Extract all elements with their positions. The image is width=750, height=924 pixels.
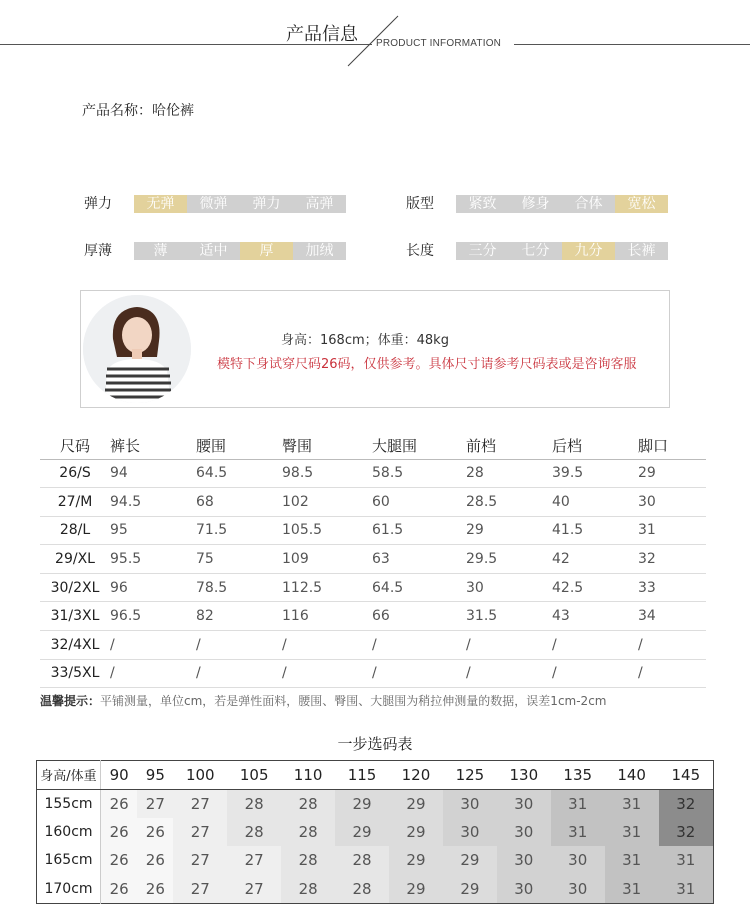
- column-header: 脚口: [638, 432, 706, 459]
- attr-option: 微弹: [187, 195, 240, 213]
- attr-label: 弹力: [84, 196, 112, 212]
- measure-cell: 96: [110, 573, 196, 602]
- attr-option: 厚: [240, 242, 293, 260]
- tip-text: 平铺测量，单位cm，若是弹性面料，腰围、臀围、大腿围为稍拉伸测量的数据，误差1cm-2cm: [100, 694, 607, 708]
- size-table-row: [40, 488, 706, 517]
- size-cell: 31: [659, 846, 714, 875]
- size-table-header: [40, 432, 706, 459]
- size-label-cell: 33/5XL: [40, 659, 110, 688]
- weight-header: 140: [605, 761, 659, 790]
- size-label-cell: 32/4XL: [40, 631, 110, 660]
- measure-cell: 43: [552, 602, 638, 631]
- size-table-row: [40, 602, 706, 631]
- size-cell: 30: [497, 789, 551, 818]
- size-cell: 29: [335, 789, 389, 818]
- measure-cell: 98.5: [282, 459, 372, 488]
- size-cell: 29: [389, 789, 443, 818]
- measure-cell: 95.5: [110, 545, 196, 574]
- attr-option: 修身: [509, 195, 562, 213]
- measure-cell: 29: [638, 459, 706, 488]
- measure-cell: 105.5: [282, 516, 372, 545]
- measure-cell: 66: [372, 602, 466, 631]
- measure-cell: 33: [638, 573, 706, 602]
- measure-cell: 28.5: [466, 488, 552, 517]
- size-label-cell: 30/2XL: [40, 573, 110, 602]
- measure-cell: 68: [196, 488, 282, 517]
- measure-cell: 78.5: [196, 573, 282, 602]
- measure-cell: 64.5: [372, 573, 466, 602]
- size-cell: 28: [335, 846, 389, 875]
- size-cell: 27: [137, 789, 173, 818]
- size-cell: 26: [137, 846, 173, 875]
- measure-cell: /: [638, 659, 706, 688]
- measure-cell: 30: [466, 573, 552, 602]
- column-header: 前档: [466, 432, 552, 459]
- weight-header: 100: [173, 761, 227, 790]
- height-header: 165cm: [37, 846, 101, 875]
- measure-cell: /: [466, 631, 552, 660]
- header-rule-right: [514, 44, 750, 45]
- product-name-value: 哈伦裤: [152, 103, 194, 119]
- measure-cell: 109: [282, 545, 372, 574]
- attr-label: 厚薄: [84, 243, 112, 259]
- weight-header: 135: [551, 761, 605, 790]
- measure-cell: /: [110, 659, 196, 688]
- size-cell: 27: [173, 875, 227, 904]
- size-cell: 28: [281, 846, 335, 875]
- height-header: 170cm: [37, 875, 101, 904]
- section-title: 产品信息: [286, 24, 358, 45]
- measure-cell: 63: [372, 545, 466, 574]
- measure-cell: 60: [372, 488, 466, 517]
- pick-table-row: [37, 818, 714, 847]
- measure-cell: 112.5: [282, 573, 372, 602]
- header-slash: [0, 0, 750, 70]
- measure-cell: /: [372, 631, 466, 660]
- size-table-row: [40, 516, 706, 545]
- measure-cell: 39.5: [552, 459, 638, 488]
- weight-header: 110: [281, 761, 335, 790]
- size-cell: 30: [551, 875, 605, 904]
- measure-tip: [40, 692, 606, 709]
- measure-cell: 32: [638, 545, 706, 574]
- size-cell: 26: [101, 789, 138, 818]
- size-cell: 31: [605, 846, 659, 875]
- size-cell: 28: [281, 875, 335, 904]
- size-table-row: [40, 573, 706, 602]
- attr-option: 弹力: [240, 195, 293, 213]
- weight-header: 95: [137, 761, 173, 790]
- measure-cell: 82: [196, 602, 282, 631]
- size-cell: 27: [227, 846, 281, 875]
- size-cell: 26: [101, 846, 138, 875]
- column-header: 臀围: [282, 432, 372, 459]
- weight-header: 115: [335, 761, 389, 790]
- size-cell: 30: [497, 875, 551, 904]
- column-header: 后档: [552, 432, 638, 459]
- measure-cell: 94: [110, 459, 196, 488]
- size-picker-table: [36, 760, 714, 904]
- measure-cell: 42: [552, 545, 638, 574]
- size-label-cell: 28/L: [40, 516, 110, 545]
- size-cell: 29: [389, 875, 443, 904]
- model-stats: 身高：168cm；体重：48kg: [281, 333, 449, 348]
- attr-option: 适中: [187, 242, 240, 260]
- measure-cell: 30: [638, 488, 706, 517]
- weight-header: 90: [101, 761, 138, 790]
- column-header: 腰围: [196, 432, 282, 459]
- attr-options: [134, 242, 346, 260]
- corner-cell: 身高/体重: [37, 761, 101, 790]
- model-avatar: [83, 295, 191, 403]
- size-cell: 30: [443, 818, 497, 847]
- size-cell: 31: [551, 789, 605, 818]
- measure-cell: /: [638, 631, 706, 660]
- size-table-row: [40, 659, 706, 688]
- attr-option: 九分: [562, 242, 615, 260]
- size-table: [40, 432, 706, 688]
- attr-options: [134, 195, 346, 213]
- size-cell: 31: [605, 789, 659, 818]
- size-cell: 29: [443, 875, 497, 904]
- size-cell: 28: [281, 818, 335, 847]
- size-cell: 27: [173, 789, 227, 818]
- weight-header: 120: [389, 761, 443, 790]
- size-cell: 29: [443, 846, 497, 875]
- model-photo-illustration: [83, 295, 191, 403]
- size-cell: 31: [605, 818, 659, 847]
- measure-cell: /: [282, 659, 372, 688]
- model-note: 模特下身试穿尺码26码，仅供参考。具体尺寸请参考尺码表或是咨询客服: [217, 357, 637, 372]
- weight-header: 105: [227, 761, 281, 790]
- column-header: 裤长: [110, 432, 196, 459]
- column-header: 尺码: [40, 432, 110, 459]
- measure-cell: 34: [638, 602, 706, 631]
- attr-option: 七分: [509, 242, 562, 260]
- attr-label: 长度: [406, 243, 434, 259]
- attr-option: 无弹: [134, 195, 187, 213]
- size-cell: 26: [137, 875, 173, 904]
- column-header: 大腿围: [372, 432, 466, 459]
- measure-cell: 102: [282, 488, 372, 517]
- measure-cell: /: [372, 659, 466, 688]
- size-cell: 28: [335, 875, 389, 904]
- size-cell: 29: [389, 818, 443, 847]
- pick-table-title: 一步选码表: [337, 735, 413, 753]
- attr-options: [456, 195, 668, 213]
- size-cell: 30: [497, 846, 551, 875]
- size-cell: 27: [173, 818, 227, 847]
- size-cell: 27: [227, 875, 281, 904]
- measure-cell: 96.5: [110, 602, 196, 631]
- measure-cell: 75: [196, 545, 282, 574]
- product-name: [82, 100, 194, 120]
- size-cell: 30: [443, 789, 497, 818]
- size-cell: 27: [173, 846, 227, 875]
- size-cell: 31: [551, 818, 605, 847]
- attr-thickness: [84, 241, 354, 261]
- measure-cell: 29: [466, 516, 552, 545]
- measure-cell: 31: [638, 516, 706, 545]
- measure-cell: /: [282, 631, 372, 660]
- measure-cell: /: [466, 659, 552, 688]
- measure-cell: 94.5: [110, 488, 196, 517]
- measure-cell: /: [196, 659, 282, 688]
- attr-elasticity: [84, 194, 354, 214]
- attr-option: 宽松: [615, 195, 668, 213]
- measure-cell: /: [110, 631, 196, 660]
- pick-table-row: [37, 846, 714, 875]
- attr-option: 高弹: [293, 195, 346, 213]
- section-header: [0, 0, 750, 70]
- weight-header: 130: [497, 761, 551, 790]
- attr-option: 三分: [456, 242, 509, 260]
- size-cell: 29: [335, 818, 389, 847]
- pick-table-row: [37, 875, 714, 904]
- size-cell: 29: [389, 846, 443, 875]
- size-label-cell: 27/M: [40, 488, 110, 517]
- measure-cell: 40: [552, 488, 638, 517]
- measure-cell: 95: [110, 516, 196, 545]
- size-cell: 26: [101, 818, 138, 847]
- measure-cell: 31.5: [466, 602, 552, 631]
- measure-cell: 61.5: [372, 516, 466, 545]
- attr-fit: [406, 194, 676, 214]
- attr-length: [406, 241, 676, 261]
- size-cell: 30: [497, 818, 551, 847]
- size-label-cell: 31/3XL: [40, 602, 110, 631]
- measure-cell: 42.5: [552, 573, 638, 602]
- section-subtitle: PRODUCT INFORMATION: [376, 38, 502, 49]
- size-cell: 26: [101, 875, 138, 904]
- height-header: 155cm: [37, 789, 101, 818]
- tip-label: 温馨提示：: [40, 694, 101, 708]
- size-table-row: [40, 545, 706, 574]
- attr-option: 薄: [134, 242, 187, 260]
- measure-cell: /: [552, 659, 638, 688]
- size-cell: 31: [605, 875, 659, 904]
- measure-cell: 64.5: [196, 459, 282, 488]
- attr-option: 紧致: [456, 195, 509, 213]
- size-cell: 26: [137, 818, 173, 847]
- measure-cell: 29.5: [466, 545, 552, 574]
- attr-label: 版型: [406, 196, 434, 212]
- size-label-cell: 26/S: [40, 459, 110, 488]
- measure-cell: 58.5: [372, 459, 466, 488]
- measure-cell: /: [552, 631, 638, 660]
- measure-cell: 71.5: [196, 516, 282, 545]
- attr-option: 加绒: [293, 242, 346, 260]
- height-header: 160cm: [37, 818, 101, 847]
- product-name-label: 产品名称：: [82, 103, 152, 119]
- pick-table-header: [37, 761, 714, 790]
- size-cell: 32: [659, 818, 714, 847]
- attr-option: 长裤: [615, 242, 668, 260]
- attr-option: 合体: [562, 195, 615, 213]
- measure-cell: 28: [466, 459, 552, 488]
- weight-header: 125: [443, 761, 497, 790]
- size-label-cell: 29/XL: [40, 545, 110, 574]
- size-cell: 28: [281, 789, 335, 818]
- size-cell: 31: [659, 875, 714, 904]
- attr-options: [456, 242, 668, 260]
- pick-table-row: [37, 789, 714, 818]
- measure-cell: 116: [282, 602, 372, 631]
- model-info-box: [80, 290, 670, 408]
- size-cell: 28: [227, 818, 281, 847]
- measure-cell: 41.5: [552, 516, 638, 545]
- weight-header: 145: [659, 761, 714, 790]
- size-cell: 28: [227, 789, 281, 818]
- size-cell: 32: [659, 789, 714, 818]
- size-table-row: [40, 459, 706, 488]
- size-table-row: [40, 631, 706, 660]
- size-cell: 30: [551, 846, 605, 875]
- measure-cell: /: [196, 631, 282, 660]
